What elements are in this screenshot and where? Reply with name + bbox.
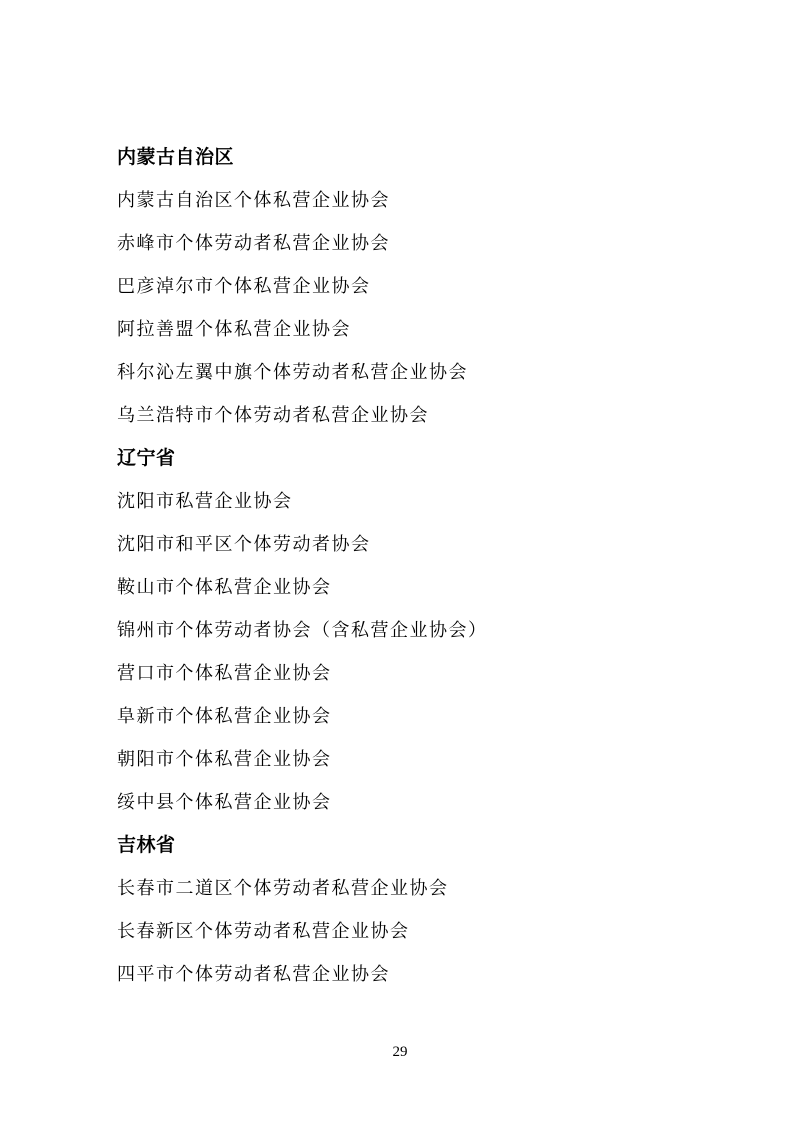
list-item: 沈阳市和平区个体劳动者协会	[117, 534, 371, 554]
document-content	[117, 136, 770, 996]
list-item: 四平市个体劳动者私营企业协会	[117, 964, 390, 984]
list-item: 内蒙古自治区个体私营企业协会	[117, 190, 390, 210]
list-item: 科尔沁左翼中旗个体劳动者私营企业协会	[117, 362, 468, 382]
list-item: 长春新区个体劳动者私营企业协会	[117, 921, 410, 941]
page-number: 29	[392, 1044, 408, 1060]
list-item: 巴彦淖尔市个体私营企业协会	[117, 276, 371, 296]
list-item: 沈阳市私营企业协会	[117, 491, 293, 511]
list-item: 鞍山市个体私营企业协会	[117, 577, 332, 597]
list-item: 营口市个体私营企业协会	[117, 663, 332, 683]
list-item: 绥中县个体私营企业协会	[117, 792, 332, 812]
list-item: 阿拉善盟个体私营企业协会	[117, 319, 351, 339]
section-heading-jilin: 吉林省	[117, 835, 176, 856]
list-item: 锦州市个体劳动者协会（含私营企业协会）	[117, 620, 488, 640]
list-item: 朝阳市个体私营企业协会	[117, 749, 332, 769]
list-item: 赤峰市个体劳动者私营企业协会	[117, 233, 390, 253]
section-heading-neimenggu: 内蒙古自治区	[117, 147, 235, 168]
section-heading-liaoning: 辽宁省	[117, 448, 176, 469]
list-item: 长春市二道区个体劳动者私营企业协会	[117, 878, 449, 898]
list-item: 阜新市个体私营企业协会	[117, 706, 332, 726]
list-item: 乌兰浩特市个体劳动者私营企业协会	[117, 405, 429, 425]
